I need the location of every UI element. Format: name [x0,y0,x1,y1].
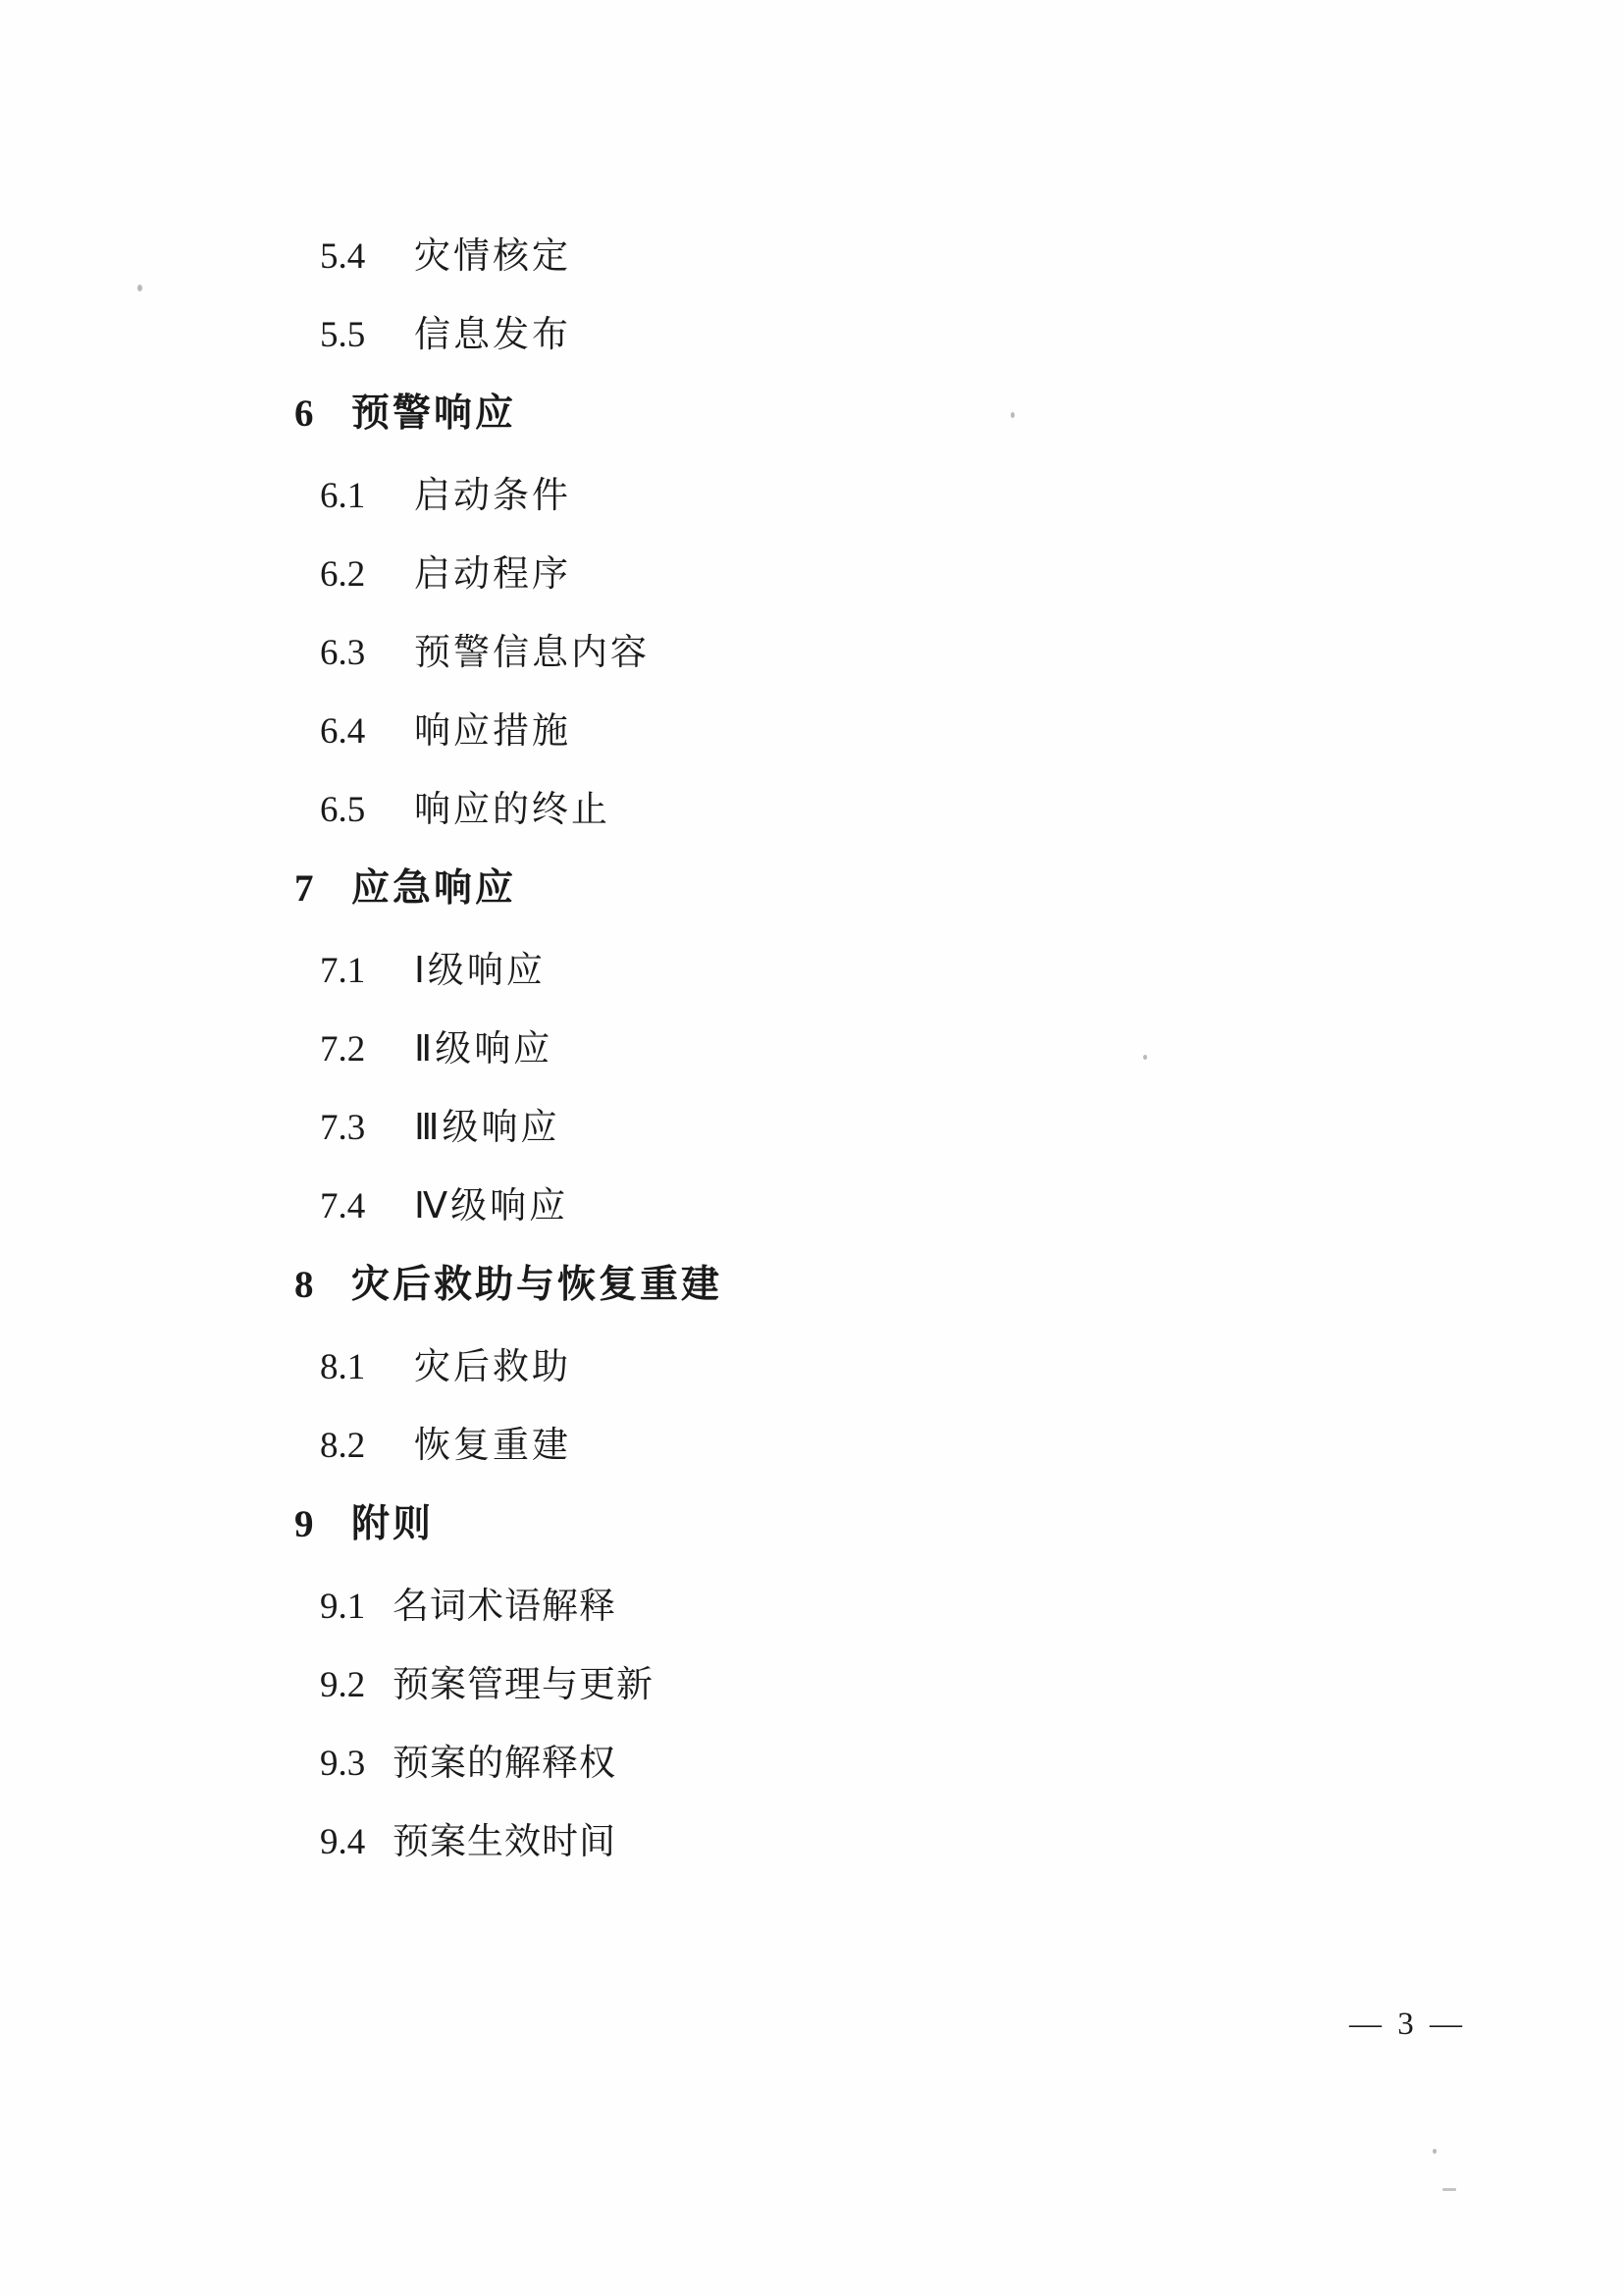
toc-entry-label: 预案生效时间 [393,1822,616,1862]
toc-entry[interactable] [320,1175,1325,1228]
toc-entry[interactable] [320,1336,1325,1389]
toc-entry-label: Ⅱ级响应 [414,1029,553,1070]
toc-entry-number: 6 [294,392,315,435]
toc-entry[interactable] [320,701,1325,754]
toc-entry-label: 灾情核定 [414,236,571,277]
paper-speck [137,285,142,291]
toc-entry-number: 7 [294,867,315,910]
toc-entry-label: Ⅰ级响应 [414,951,546,991]
toc-entry-number: 9.3 [320,1744,366,1784]
toc-entry-label: 预警信息内容 [414,633,650,673]
toc-entry[interactable] [320,304,1325,357]
toc-entry[interactable] [294,858,1325,913]
toc-entry-label: 灾后救助 [414,1347,571,1387]
toc-entry[interactable] [294,1493,1325,1548]
toc-entry-label: 灾后救助与恢复重建 [351,1264,723,1306]
toc-entry[interactable] [320,779,1325,832]
toc-entry-number: 9.2 [320,1665,366,1705]
toc-entry-label: 附则 [351,1503,435,1545]
toc-entry-number: 9.1 [320,1587,366,1627]
toc-entry[interactable] [320,940,1325,993]
toc-entry[interactable] [320,1733,1325,1786]
toc-entry[interactable] [320,544,1325,597]
toc-entry-label: Ⅲ级响应 [414,1108,560,1148]
toc-entry-label: 恢复重建 [414,1426,571,1466]
table-of-contents [294,226,1325,1890]
toc-entry-number: 8 [294,1264,315,1306]
paper-speck [1433,2149,1437,2154]
toc-entry[interactable] [320,1415,1325,1468]
toc-entry-number: 9.4 [320,1822,366,1862]
toc-entry-number: 7.4 [320,1186,366,1226]
toc-entry-number: 6.1 [320,476,366,516]
toc-entry-number: 6.4 [320,711,366,752]
toc-entry-label: 响应措施 [414,711,571,752]
toc-entry[interactable] [294,1254,1325,1309]
toc-entry-label: 预警响应 [351,392,517,435]
toc-entry-label: 信息发布 [414,315,571,355]
toc-entry[interactable] [320,465,1325,518]
toc-entry-number: 8.2 [320,1426,366,1466]
toc-entry[interactable] [320,1811,1325,1864]
page-number: — 3 — [1349,2007,1466,2042]
toc-entry-number: 7.1 [320,951,366,991]
toc-entry-label: 预案的解释权 [393,1744,616,1784]
toc-entry-number: 7.2 [320,1029,366,1070]
toc-entry-number: 5.5 [320,315,366,355]
toc-entry[interactable] [320,1018,1325,1071]
toc-entry[interactable] [320,1654,1325,1707]
toc-entry-number: 5.4 [320,236,366,277]
paper-speck [1442,2188,1456,2191]
toc-entry-label: 响应的终止 [414,790,610,830]
toc-entry-number: 6.3 [320,633,366,673]
toc-entry-number: 7.3 [320,1108,366,1148]
toc-entry[interactable] [320,1576,1325,1629]
toc-entry[interactable] [294,383,1325,438]
toc-entry-label: 应急响应 [351,867,517,910]
toc-entry-label: Ⅳ级响应 [414,1186,569,1226]
toc-entry-number: 6.5 [320,790,366,830]
toc-entry-label: 启动条件 [414,476,571,516]
toc-entry-label: 启动程序 [414,554,571,595]
toc-entry[interactable] [320,622,1325,675]
toc-entry[interactable] [320,1097,1325,1150]
toc-entry-number: 9 [294,1503,315,1545]
toc-entry-number: 6.2 [320,554,366,595]
toc-entry[interactable] [320,226,1325,279]
toc-entry-label: 预案管理与更新 [393,1665,654,1705]
toc-entry-label: 名词术语解释 [393,1587,616,1627]
toc-entry-number: 8.1 [320,1347,366,1387]
